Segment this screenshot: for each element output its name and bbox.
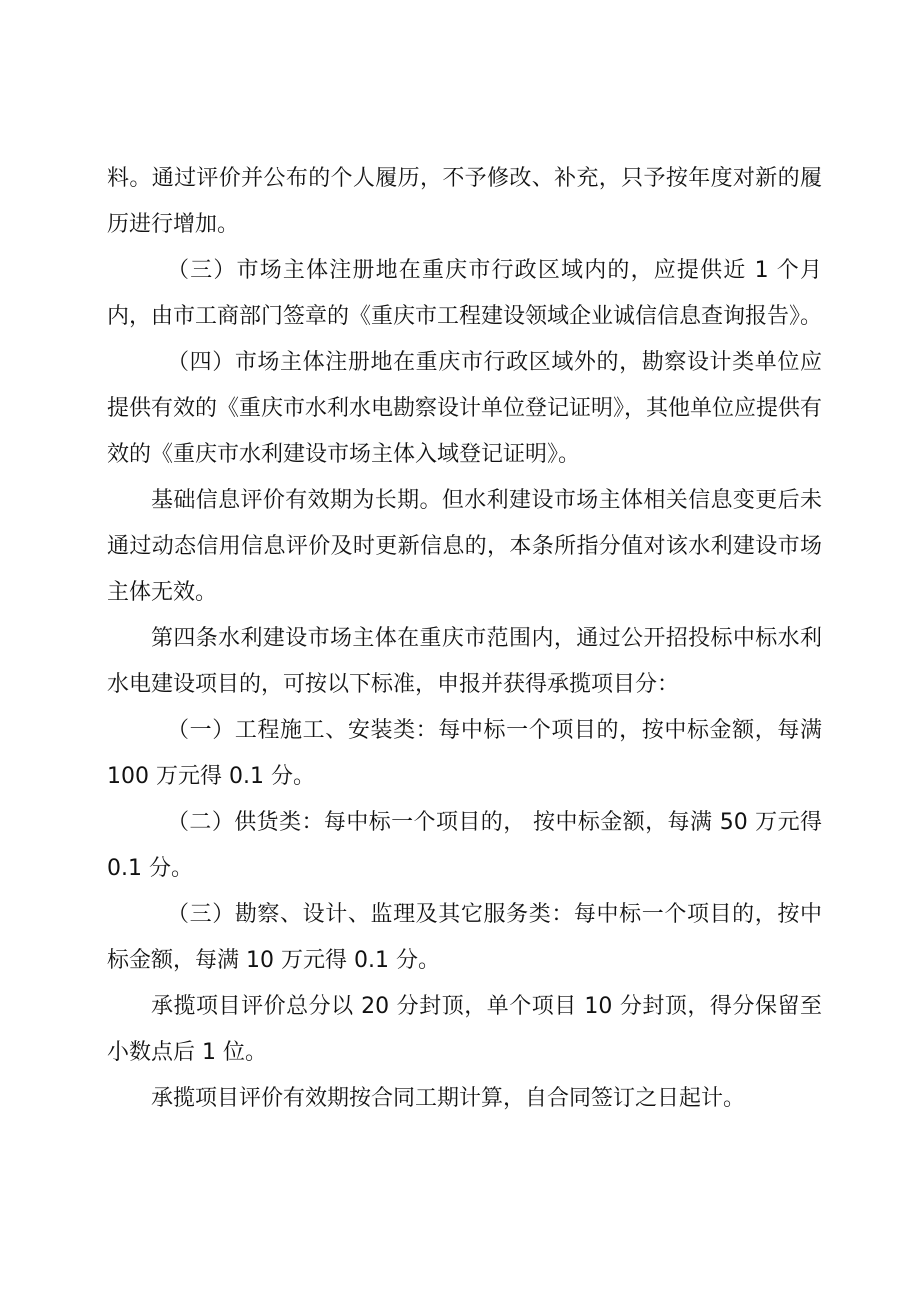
paragraph-article-4: 第四条水利建设市场主体在重庆市范围内，通过公开招投标中标水利水电建设项目的，可按以下标准，申报并获得承揽项目分： [107,626,822,697]
paragraph-project-validity: 承揽项目评价有效期按合同工期计算，自合同签订之日起计。 [151,1086,746,1111]
paragraph-item-3-services: （三）勘察、设计、监理及其它服务类：每中标一个项目的，按中标金额，每满 10 万元得 0.1 分。 [107,902,822,973]
paragraph-item-4-external-registration: （四）市场主体注册地在重庆市行政区域外的，勘察设计类单位应提供有效的《重庆市水利水电勘察设计单位登记证明》，其他单位应提供有效的《重庆市水利建设市场主体入域登记证明》。 [107,350,823,467]
paragraph-item-2-supply: （二）供货类：每中标一个项目的， 按中标金额，每满 50 万元得 0.1 分。 [107,810,822,881]
paragraph-item-3-local-registration: （三）市场主体注册地在重庆市行政区域内的，应提供近 1 个月内，由市工商部门签章的《重庆市工程建设领域企业诚信信息查询报告》。 [107,258,823,329]
paragraph-resume-continuation: 料。通过评价并公布的个人履历，不予修改、补充，只予按年度对新的履历进行增加。 [107,166,822,237]
paragraph-basic-info-validity: 基础信息评价有效期为长期。但水利建设市场主体相关信息变更后未通过动态信用信息评价及时更新信息的，本条所指分值对该水利建设市场主体无效。 [107,488,822,605]
document-body [107,156,822,1122]
paragraph-score-cap: 承揽项目评价总分以 20 分封顶，单个项目 10 分封顶，得分保留至小数点后 1 位。 [107,994,822,1065]
paragraph-item-1-construction: （一）工程施工、安装类：每中标一个项目的，按中标金额，每满 100 万元得 0.1 分。 [107,718,822,789]
